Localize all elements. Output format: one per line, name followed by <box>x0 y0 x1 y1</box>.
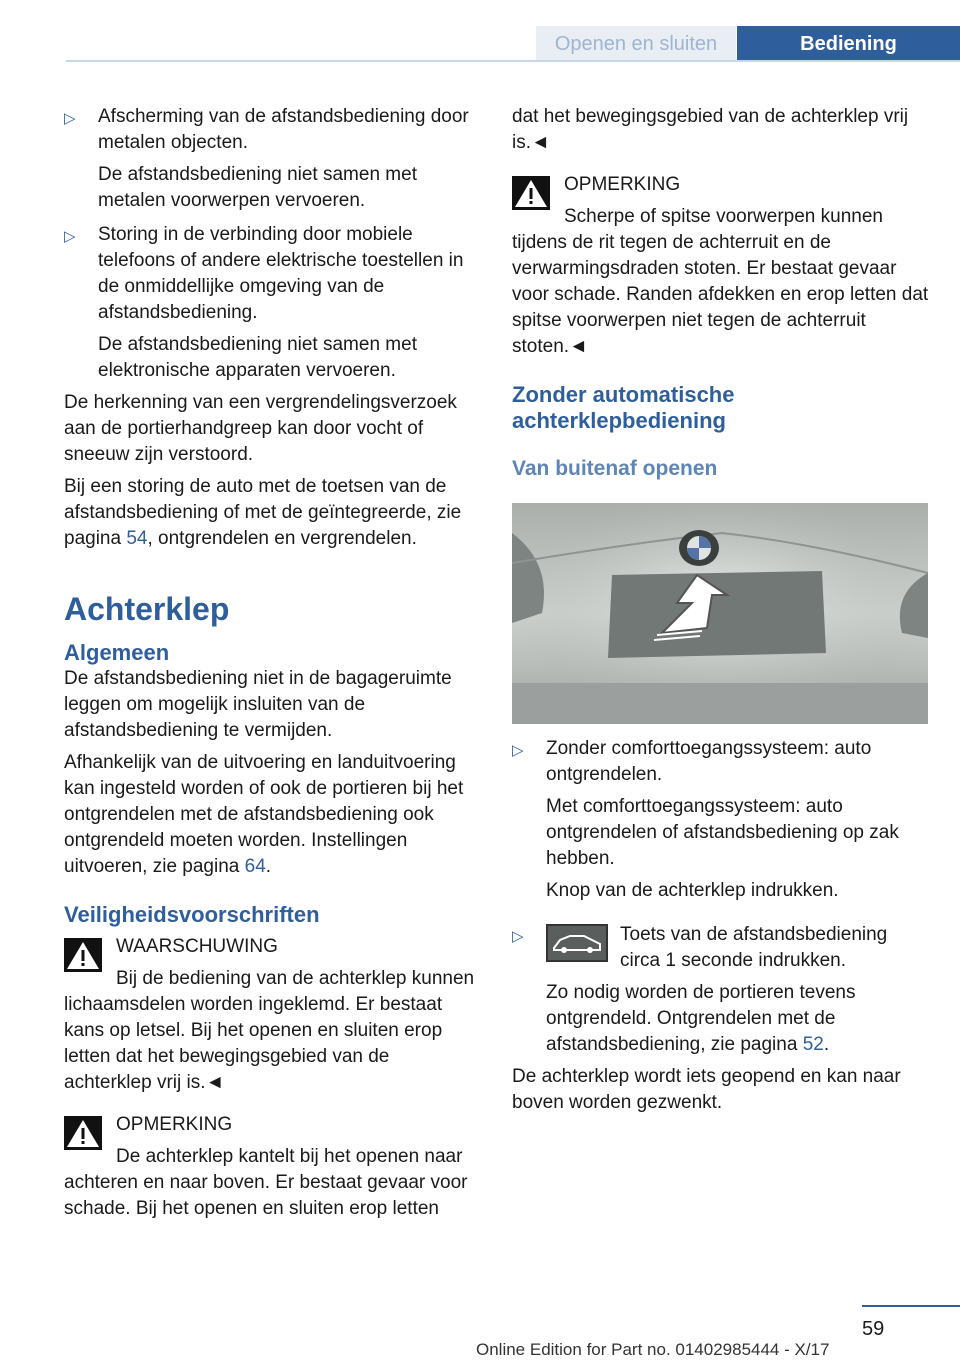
header-divider <box>66 60 960 62</box>
paragraph: Bij een storing de auto met de toetsen van de afstandsbediening of met de geïntegreerde, zie pagina 54, ontgrendelen en vergrendelen. <box>64 476 462 549</box>
caution-note <box>64 1112 480 1222</box>
triangle-right-icon: ▷ <box>512 742 524 759</box>
page-link[interactable]: 54 <box>126 528 148 549</box>
section-heading: Veiligheidsvoorschriften <box>64 902 320 927</box>
tailgate-photo <box>512 503 928 724</box>
list-item: ▷ Storing in de verbinding door mobiele telefoons of andere elektrische toestellen in de onmiddellijke omgeving van de afstandsbediening. <box>64 224 464 323</box>
list-item-note: Zo nodig worden de portieren tevens ontgrendeld. Ontgrendelen met de afstandsbediening, zie pagina 52. <box>546 982 856 1055</box>
note-text: Scherpe of spitse voorwerpen kunnen tijdens de rit tegen de achterruit en de verwarmingsdraden stoten. Er bestaat gevaar voor schade. Randen afdekken en erop letten dat spitse voorwerpen niet tegen de achterruit stoten.◄ <box>512 206 929 357</box>
triangle-right-icon: ▷ <box>64 228 76 245</box>
section-heading: Zonder automatische achterklepbediening <box>512 382 735 433</box>
paragraph: dat het bewegingsgebied van de achterklep vrij is.◄ <box>512 106 909 153</box>
caution-note <box>512 172 930 360</box>
warning-triangle-icon <box>64 938 102 972</box>
list-item: ▷ Afscherming van de afstandsbediening door metalen objecten. <box>64 106 469 153</box>
triangle-right-icon: ▷ <box>512 928 524 945</box>
page-link[interactable]: 64 <box>244 856 266 877</box>
header-section-tab: Openen en sluiten <box>536 26 736 60</box>
list-item-note: De afstandsbediening niet samen met metalen voorwerpen vervoeren. <box>98 164 417 211</box>
page-link[interactable]: 52 <box>802 1034 824 1055</box>
note-title: OPMERKING <box>116 1114 233 1135</box>
paragraph: Afhankelijk van de uitvoering en landuitvoering kan ingesteld worden of ook de portieren bij het ontgrendelen met de afstandsbediening ook ontgrendeld moeten worden. Instellingen uitvoeren, zie pagina 64. <box>64 752 464 877</box>
note-title: WAARSCHUWING <box>116 936 278 957</box>
list-item-note: Knop van de achterklep indrukken. <box>546 880 839 901</box>
warning-note <box>64 934 480 1096</box>
chapter-title: Achterklep <box>64 591 230 627</box>
right-column <box>512 104 930 482</box>
triangle-right-icon: ▷ <box>64 110 76 127</box>
car-tailgate-icon <box>546 924 608 962</box>
edition-note: Online Edition for Part no. 01402985444 - X/17 <box>476 1340 830 1359</box>
subsection-heading: Van buitenaf openen <box>512 457 718 480</box>
note-text: Bij de bediening van de achterklep kunnen lichaamsdelen worden ingeklemd. Er bestaat kans op letsel. Bij het openen en sluiten erop letten dat het bewegingsgebied van de achterklep vrij is.◄ <box>64 968 475 1093</box>
paragraph: De achterklep wordt iets geopend en kan naar boven worden gezwenkt. <box>512 1066 901 1113</box>
list-item: ▷ Zonder comforttoegangssysteem: auto ontgrendelen. <box>512 738 872 785</box>
paragraph: De afstandsbediening niet in de bagageruimte leggen om mogelijk insluiten van de afstandsbediening te vermijden. <box>64 668 452 741</box>
footer-divider <box>862 1305 960 1307</box>
warning-triangle-icon <box>64 1116 102 1150</box>
section-heading: Algemeen <box>64 640 170 665</box>
note-title: OPMERKING <box>564 174 681 195</box>
note-text: De achterklep kantelt bij het openen naar achteren en naar boven. Er bestaat gevaar voor schade. Bij het openen en sluiten erop letten <box>64 1146 468 1219</box>
warning-triangle-icon <box>512 176 550 210</box>
header-chapter-tab: Bediening <box>737 26 960 60</box>
right-column-lower <box>512 736 930 1116</box>
paragraph: De herkenning van een vergrendelingsverzoek aan de portierhandgreep kan door vocht of sneeuw zijn verstoord. <box>64 392 457 465</box>
list-item: ▷ Toets van de afstandsbediening circa 1 seconde indrukken. <box>512 924 888 971</box>
list-item-note: Met comforttoegangssysteem: auto ontgrendelen of afstandsbediening op zak hebben. <box>546 796 899 869</box>
left-column <box>64 104 480 1222</box>
page-number: 59 <box>862 1318 885 1340</box>
list-item-note: De afstandsbediening niet samen met elektronische apparaten vervoeren. <box>98 334 417 381</box>
